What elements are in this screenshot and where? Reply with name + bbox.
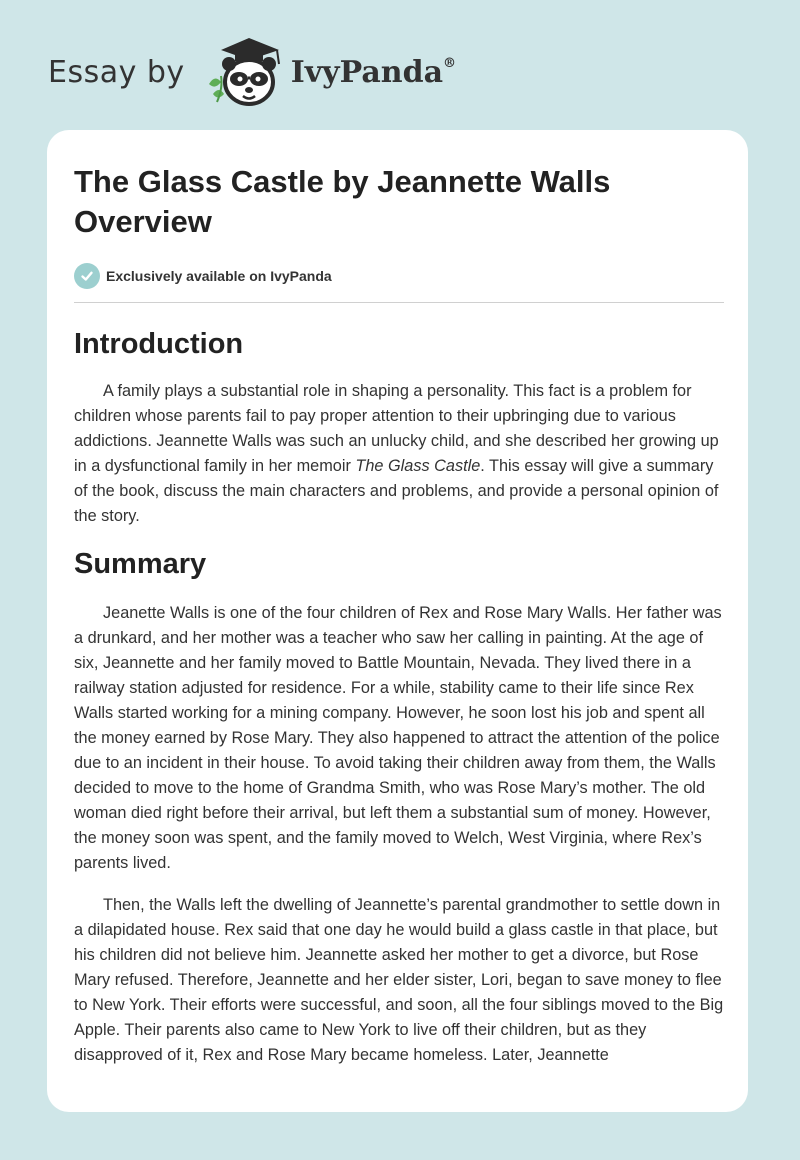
section-heading-summary: Summary <box>74 548 207 580</box>
paragraph-text: A family plays a substantial role in shaping a personality. This fact is a problem for children whose parents fail to pay proper attention to their upbringing due to various addictions. Jeannette Walls was such an unlucky child, and she described her growing up in a dysfunctional family in her memoir <box>74 382 719 475</box>
summary-paragraph: Then, the Walls left the dwelling of Jeannette’s parental grandmother to settle down in a dilapidated house. Rex said that one day he would build a glass castle in that place, but his children did not believe him. Jeannette asked her mother to get a divorce, but Rose Mary refused. Therefore, Jeannette and her elder sister, Lori, began to save money to flee to New York. Their efforts were successful, and soon, all the four siblings moved to the Big Apple. Their parents also came to New York to live off their children, but as they disapproved of it, Rex and Rose Mary became homeless. Later, Jeannette <box>74 896 724 1064</box>
registered-mark: ® <box>443 55 457 71</box>
essay-card <box>47 130 748 1112</box>
section-heading-introduction: Introduction <box>74 328 244 360</box>
brand-name-text: IvyPanda <box>290 54 444 90</box>
brand-name[interactable] <box>291 55 456 90</box>
site-header <box>48 36 456 108</box>
divider <box>74 302 724 303</box>
essay-content <box>74 162 724 1068</box>
intro-paragraph <box>74 379 724 529</box>
ivypanda-logo-icon <box>199 36 285 108</box>
essay-by-label: Essay by <box>48 54 185 90</box>
paragraph-text: . This essay will give a summary of the book, discuss the main characters and problems, and provide a personal opinion of the story. <box>74 457 719 525</box>
essay-title: The Glass Castle by Jeannette Walls Overview <box>74 164 611 239</box>
exclusive-label: Exclusively available on IvyPanda <box>106 268 332 284</box>
exclusive-badge <box>74 262 724 290</box>
summary-paragraph: Jeanette Walls is one of the four children of Rex and Rose Mary Walls. Her father was a drunkard, and her mother was a teacher who saw her calling in painting. At the age of six, Jeannette and her family moved to Battle Mountain, Nevada. They lived there in a railway station adjusted for residence. For a while, stability came to their life since Rex Walls started working for a mining company. However, he soon lost his job and spent all the money earned by Rose Mary. They also happened to attract the attention of the police due to an incident in their house. To avoid taking their children away from them, the Walls decided to move to the home of Grandma Smith, who was Rose Mary’s mother. The old woman died right before their arrival, but left them a substantial sum of money. However, the money soon was spent, and the family moved to Welch, West Virginia, where Rex’s parents lived. <box>74 604 722 872</box>
book-title: The Glass Castle <box>355 457 481 475</box>
check-icon <box>74 263 100 289</box>
